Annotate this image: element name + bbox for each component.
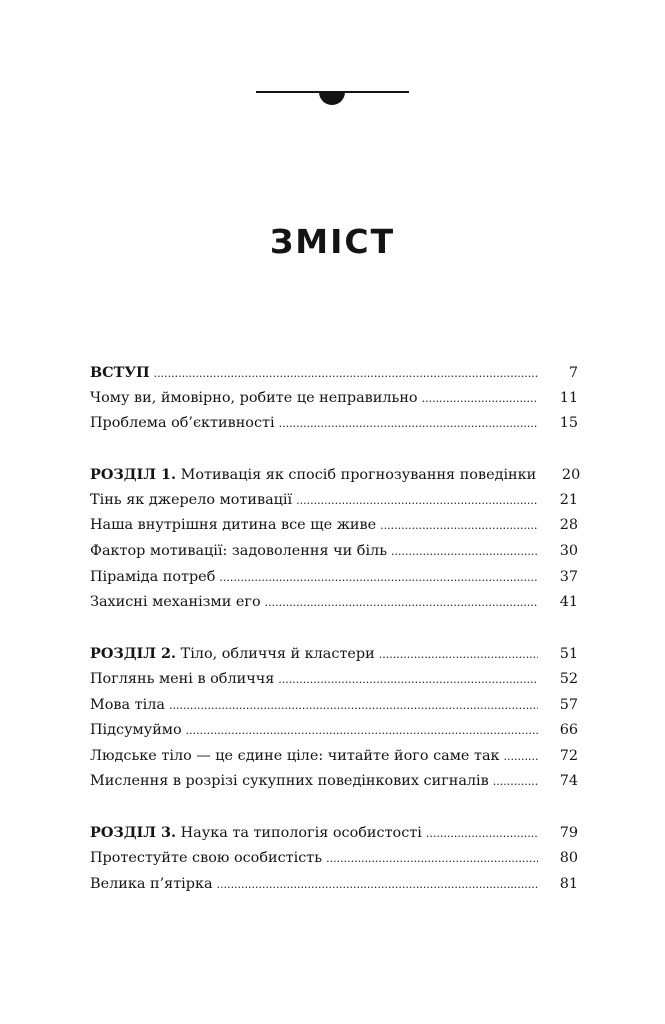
toc-entry — [90, 411, 578, 437]
toc-entry — [90, 641, 578, 667]
toc-entry — [90, 565, 578, 591]
page-title: ЗМІСТ — [269, 222, 396, 261]
dot-leader — [296, 488, 538, 514]
toc-entry-title — [90, 590, 261, 616]
dot-leader — [169, 693, 538, 719]
toc-chapter-label: РОЗДІЛ 1. — [90, 466, 177, 484]
toc-page-number: 74 — [559, 773, 578, 790]
toc-entry-text: Проблема об’єктивності — [90, 415, 275, 432]
toc-chapter-label: РОЗДІЛ 3. — [90, 824, 177, 842]
toc-page-number: 79 — [559, 825, 578, 842]
toc-entry — [90, 513, 578, 539]
dot-leader — [326, 846, 538, 872]
toc-entry-title — [90, 539, 387, 565]
toc-entry-title — [90, 744, 500, 770]
toc-entry-text: Захисні механізми его — [90, 594, 261, 611]
toc-page-number: 51 — [559, 646, 578, 663]
toc-entry-title — [90, 769, 489, 795]
toc-entry-title — [90, 693, 165, 719]
toc-entry — [90, 820, 578, 846]
toc-entry — [90, 846, 578, 872]
toc-entry — [90, 539, 578, 565]
dot-leader — [154, 361, 538, 387]
table-of-contents — [90, 360, 581, 923]
toc-entry-title — [90, 565, 215, 591]
toc-section — [90, 820, 578, 897]
toc-entry-text: Поглянь мені в обличчя — [90, 670, 275, 687]
toc-page-number: 28 — [559, 517, 578, 534]
toc-page-number: 57 — [559, 696, 578, 713]
toc-entry-text: Наука та типологія особистості — [180, 825, 422, 842]
toc-entry — [90, 744, 578, 770]
dot-leader — [279, 411, 538, 437]
toc-entry-text: Мотивація як спосіб прогнозування поведінки — [180, 467, 537, 484]
toc-entry-text: Підсумуймо — [90, 722, 182, 739]
toc-entry-title — [90, 820, 422, 847]
toc-entry-title — [90, 360, 150, 387]
toc-entry — [90, 769, 578, 795]
toc-entry-text: Велика п’ятірка — [90, 875, 213, 892]
toc-entry-text: Мова тіла — [90, 696, 165, 713]
toc-entry — [90, 590, 578, 616]
toc-page-number: 80 — [559, 850, 578, 866]
toc-page-number: 66 — [559, 722, 578, 739]
toc-entry-title — [90, 718, 182, 744]
dot-leader — [422, 386, 538, 412]
toc-page-number: 7 — [568, 365, 578, 381]
toc-section — [90, 360, 578, 437]
ornament-half-circle — [319, 92, 345, 105]
toc-entry — [90, 667, 578, 693]
dot-leader — [219, 565, 538, 591]
toc-chapter-label: РОЗДІЛ 2. — [90, 645, 177, 663]
dot-leader — [391, 539, 538, 565]
toc-entry-text: Протестуйте свою особистість — [90, 850, 323, 866]
toc-section — [90, 641, 578, 795]
toc-entry-title — [90, 872, 213, 898]
dot-leader — [217, 872, 538, 898]
toc-entry-title — [90, 641, 375, 668]
toc-entry-text: Тіло, обличчя й кластери — [180, 646, 375, 663]
toc-page-number: 81 — [559, 875, 578, 892]
dot-leader — [426, 821, 538, 847]
toc-page-number: 41 — [559, 594, 578, 611]
header-ornament — [256, 91, 409, 107]
toc-entry-text: Людське тіло — це єдине ціле: читайте його саме так — [90, 747, 500, 764]
toc-entry-title — [90, 667, 274, 693]
toc-entry-text: Мислення в розрізі сукупних поведінкових сигналів — [90, 773, 489, 790]
toc-page-number: 37 — [559, 568, 578, 585]
toc-page-number: 20 — [561, 467, 581, 484]
toc-entry — [90, 462, 581, 488]
toc-page-number: 30 — [559, 543, 578, 560]
dot-leader — [504, 744, 538, 770]
toc-page-number: 15 — [559, 415, 578, 432]
toc-entry-text: Фактор мотивації: задоволення чи біль — [90, 543, 388, 560]
dot-leader — [493, 769, 538, 795]
toc-page-number: 21 — [559, 491, 578, 508]
toc-entry-text: Тінь як джерело мотивації — [90, 491, 293, 508]
toc-entry-title — [90, 411, 275, 437]
dot-leader — [278, 667, 538, 693]
toc-section — [90, 462, 581, 616]
toc-entry-title — [90, 386, 418, 412]
toc-page-number: 72 — [559, 747, 578, 764]
toc-entry-title — [90, 462, 536, 489]
toc-entry-text: Наша внутрішня дитина все ще живе — [90, 517, 377, 534]
toc-page-number: 52 — [559, 670, 578, 687]
toc-chapter-label: ВСТУП — [90, 364, 150, 381]
toc-entry-title — [90, 513, 376, 539]
toc-entry — [90, 360, 578, 386]
dot-leader — [265, 590, 538, 616]
toc-entry — [90, 718, 578, 744]
toc-entry-title — [90, 846, 322, 872]
toc-entry-text: Чому ви, ймовірно, робите це неправильно — [90, 389, 418, 406]
toc-entry — [90, 488, 578, 514]
toc-entry — [90, 872, 578, 898]
toc-page-number: 11 — [559, 389, 578, 406]
dot-leader — [379, 642, 538, 668]
dot-leader — [380, 513, 538, 539]
toc-entry-text: Піраміда потреб — [90, 568, 216, 585]
dot-leader — [186, 718, 538, 744]
toc-entry — [90, 386, 578, 412]
toc-entry-title — [90, 488, 292, 514]
toc-entry — [90, 693, 578, 719]
